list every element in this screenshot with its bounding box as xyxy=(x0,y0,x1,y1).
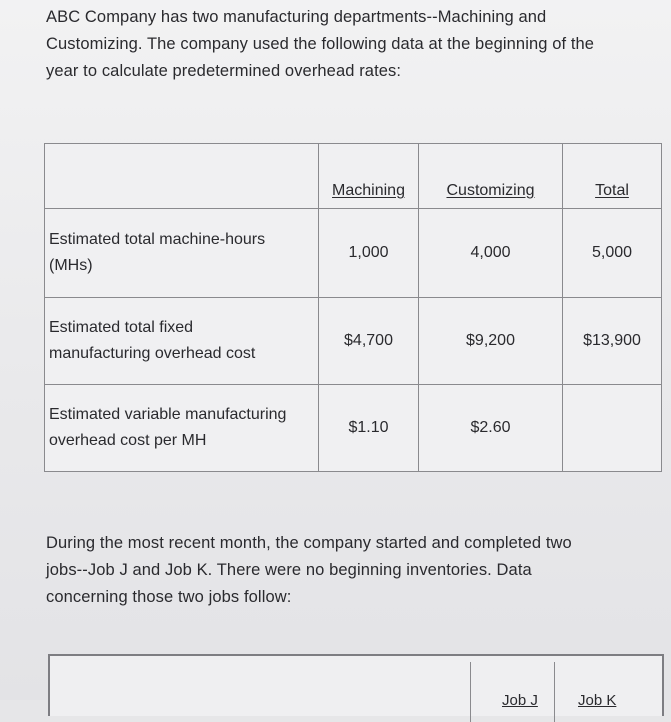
cell-customizing: $2.60 xyxy=(419,385,563,472)
header-job-j: Job J xyxy=(502,692,538,709)
overhead-data-table xyxy=(44,143,662,472)
jobs-col-divider xyxy=(470,662,471,722)
header-total: Total xyxy=(563,144,662,209)
header-customizing: Customizing xyxy=(419,144,563,209)
cell-total: $13,900 xyxy=(563,298,662,385)
header-empty-cell xyxy=(45,144,319,209)
jobs-line: During the most recent month, the company started and completed two xyxy=(46,534,572,552)
cell-total xyxy=(563,385,662,472)
header-job-k: Job K xyxy=(578,692,617,709)
intro-paragraph xyxy=(46,4,646,85)
intro-line: ABC Company has two manufacturing departments--Machining and xyxy=(46,8,547,26)
table-row xyxy=(45,298,662,385)
cell-customizing: $9,200 xyxy=(419,298,563,385)
intro-line: year to calculate predetermined overhead rates: xyxy=(46,62,402,80)
cell-machining: 1,000 xyxy=(319,209,419,298)
jobs-table xyxy=(48,654,664,716)
cell-total: 5,000 xyxy=(563,209,662,298)
jobs-paragraph xyxy=(46,530,646,611)
table-row xyxy=(45,209,662,298)
table-row xyxy=(45,385,662,472)
jobs-line: jobs--Job J and Job K. There were no beginning inventories. Data xyxy=(46,561,532,579)
cell-customizing: 4,000 xyxy=(419,209,563,298)
table-header-row xyxy=(45,144,662,209)
cell-machining: $4,700 xyxy=(319,298,419,385)
intro-line: Customizing. The company used the following data at the beginning of the xyxy=(46,35,595,53)
header-machining: Machining xyxy=(319,144,419,209)
jobs-line: concerning those two jobs follow: xyxy=(46,588,292,606)
row-label: Estimated variable manufacturing overhead cost per MH xyxy=(45,385,319,472)
row-label: Estimated total machine-hours (MHs) xyxy=(45,209,319,298)
row-label: Estimated total fixed manufacturing overhead cost xyxy=(45,298,319,385)
cell-machining: $1.10 xyxy=(319,385,419,472)
jobs-col-divider xyxy=(554,662,555,722)
